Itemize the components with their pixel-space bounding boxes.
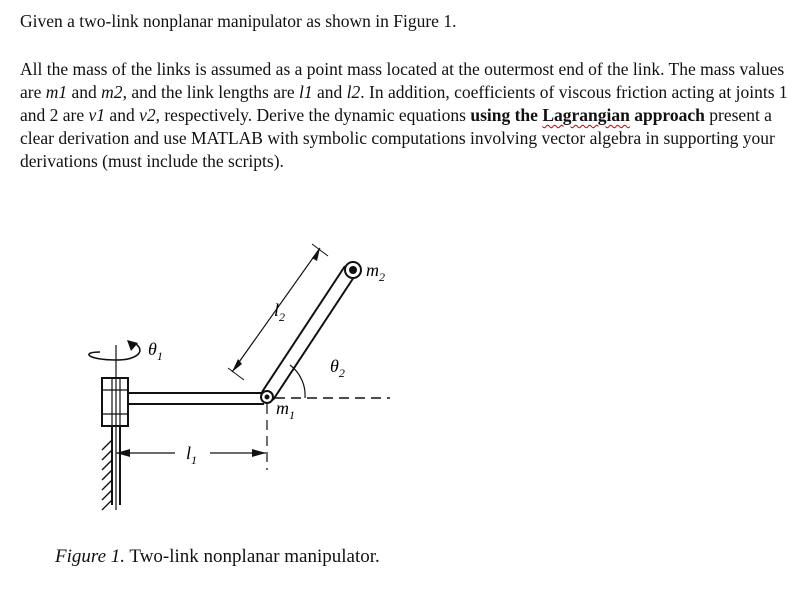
joint1-housing <box>102 378 128 426</box>
label-m1: $m_1$ <box>276 398 295 422</box>
var-l2: l2 <box>346 82 361 102</box>
question-intro: Given a two-link nonplanar manipulator as shown in Figure 1. <box>20 11 457 31</box>
ground-hatch <box>102 440 112 510</box>
bold-phrase-c: approach <box>629 105 705 125</box>
para-text: present a clear derivation and use MATLAB with symbolic computations involving vector algebra in supporting your derivations (must include the scripts). <box>20 105 775 171</box>
var-v1: v1 <box>88 105 106 125</box>
rotation-arrowhead <box>127 340 138 351</box>
para-text: and <box>67 82 102 102</box>
para-text: , and the link lengths are <box>122 82 299 102</box>
para-text: and <box>312 82 347 102</box>
var-v2: v2 <box>139 105 156 125</box>
var-m2: m2 <box>101 82 123 102</box>
caption-label: Figure 1. <box>55 546 126 567</box>
spellcheck-word[interactable]: Lagrangian <box>542 105 630 125</box>
caption-text: Two-link nonplanar manipulator. <box>125 546 380 567</box>
label-theta1: $\theta_1$ <box>148 339 163 363</box>
para-text: and <box>105 105 140 125</box>
label-l1: $l_1$ <box>186 443 198 467</box>
bold-phrase-a: using the <box>470 105 543 125</box>
var-l1: l1 <box>298 82 313 102</box>
var-m1: m1 <box>45 82 68 102</box>
para-text: , respectively. Derive the dynamic equations <box>155 105 471 125</box>
label-theta2: $\theta_2$ <box>330 356 345 380</box>
link2-right <box>273 277 354 400</box>
label-l2: $l_2$ <box>274 300 286 324</box>
para-text: . In addition, coefficients of viscous friction acting at joints 1 and 2 are <box>20 82 788 125</box>
para-text: All the mass of the links is assumed as a point mass located at the outermost end of the link. The mass values are <box>20 59 785 102</box>
label-m2: $m_2$ <box>366 260 385 284</box>
figure-caption <box>55 545 380 568</box>
